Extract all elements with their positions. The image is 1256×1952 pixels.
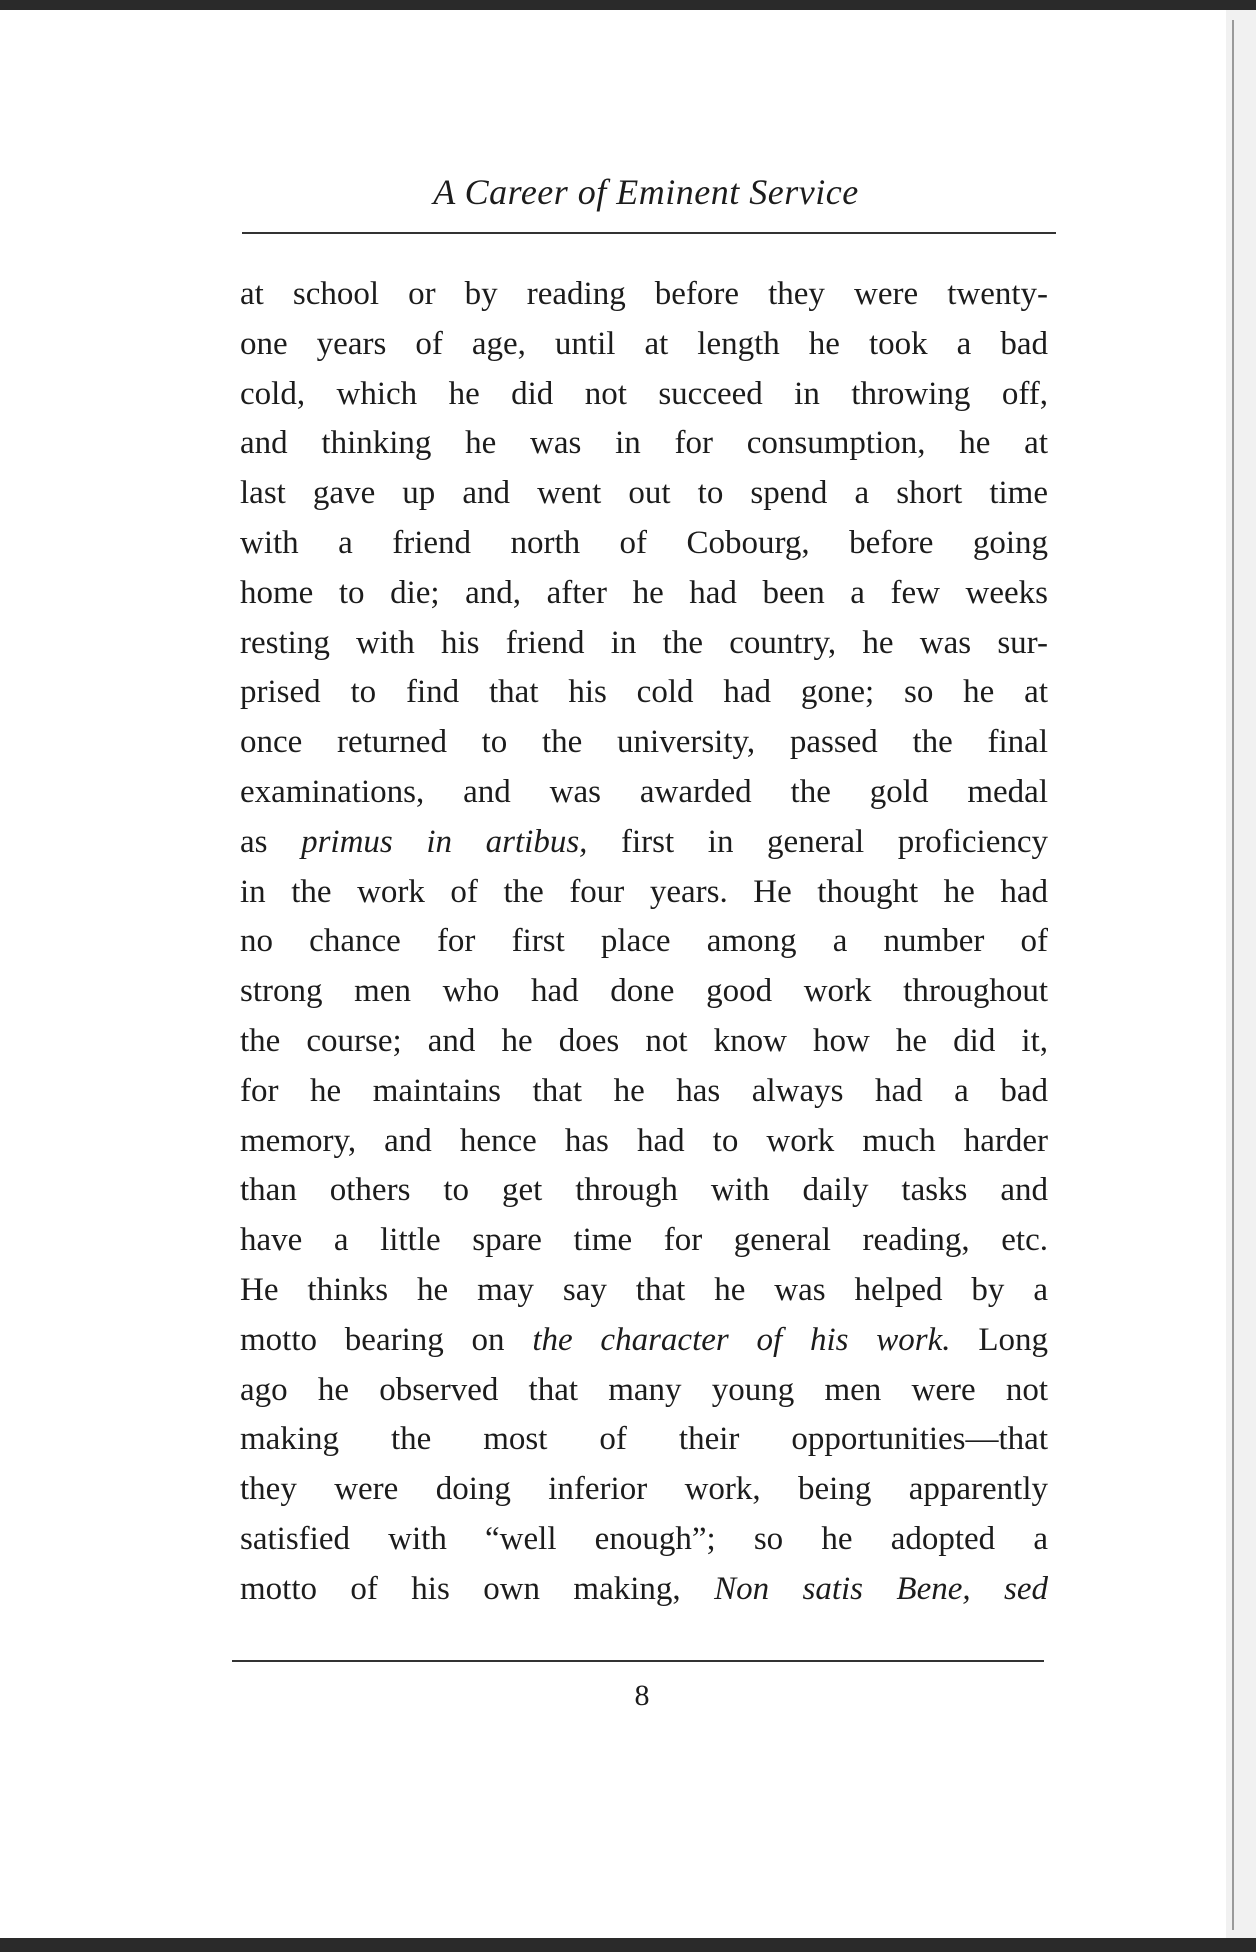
scan-bottom-edge <box>0 1938 1256 1952</box>
text-run: at school or by reading before they were twenty- <box>240 276 1048 312</box>
text-run: memory, and hence has had to work much harder <box>240 1122 1048 1159</box>
scan-right-rule <box>1232 20 1234 1930</box>
text-run: last gave up and went out to spend a short time <box>240 475 1048 512</box>
text-line <box>240 1117 1048 1167</box>
text-run: examinations, and was awarded the gold medal <box>240 773 1048 810</box>
text-run: motto bearing on <box>240 1321 533 1358</box>
text-line <box>240 1067 1048 1117</box>
text-run: home to die; and, after he had been a few weeks <box>240 574 1048 611</box>
text-line <box>240 718 1048 768</box>
text-run: no chance for first place among a number of <box>240 923 1048 960</box>
text-run: prised to find that his cold had gone; so he at <box>240 674 1048 711</box>
foot-rule <box>232 1660 1044 1662</box>
text-line <box>240 1266 1048 1316</box>
text-line <box>240 320 1048 370</box>
text-line <box>240 1216 1048 1266</box>
text-line <box>240 917 1048 967</box>
text-run: resting with his friend in the country, he was sur- <box>240 624 1048 661</box>
text-run: motto of his own making, <box>240 1570 715 1607</box>
text-line <box>240 1017 1048 1067</box>
text-line <box>240 1316 1048 1366</box>
text-line <box>240 569 1048 619</box>
italic-text: primus in artibus, <box>301 823 588 860</box>
text-line <box>240 1366 1048 1416</box>
text-run: have a little spare time for general reading, etc. <box>240 1222 1048 1259</box>
text-run: He thinks he may say that he was helped by a <box>240 1271 1048 1308</box>
text-run: the course; and he does not know how he did it, <box>240 1022 1048 1059</box>
text-line <box>240 370 1048 420</box>
text-run: making the most of their opportunities—that <box>240 1421 1048 1458</box>
text-line <box>240 519 1048 569</box>
text-run: and thinking he was in for consumption, he at <box>240 425 1048 462</box>
text-run: first in general proficiency <box>587 823 1048 860</box>
text-line <box>240 419 1048 469</box>
text-run: satisfied with “well enough”; so he adopted a <box>240 1520 1048 1557</box>
text-run: cold, which he did not succeed in throwing off, <box>240 375 1048 412</box>
text-line <box>240 1565 1048 1615</box>
text-line <box>240 768 1048 818</box>
text-run: strong men who had done good work throughout <box>240 973 1048 1010</box>
text-line <box>240 1515 1048 1565</box>
text-line <box>240 270 1048 320</box>
italic-text: the character of his work. <box>532 1321 951 1358</box>
text-run: they were doing inferior work, being apparently <box>240 1471 1048 1508</box>
text-line <box>240 1415 1048 1465</box>
text-line <box>240 619 1048 669</box>
italic-text: Non satis Bene, sed <box>714 1570 1048 1607</box>
body-text <box>240 270 1048 1615</box>
text-run: as <box>240 823 302 860</box>
text-line <box>240 967 1048 1017</box>
text-run: ago he observed that many young men were not <box>240 1371 1048 1408</box>
head-rule <box>242 232 1056 234</box>
scan-top-edge <box>0 0 1256 10</box>
text-run: than others to get through with daily tasks and <box>240 1172 1048 1209</box>
text-line <box>240 469 1048 519</box>
text-line <box>240 1465 1048 1515</box>
running-head: A Career of Eminent Service <box>433 172 859 212</box>
text-run: once returned to the university, passed the final <box>240 724 1048 761</box>
text-run: with a friend north of Cobourg, before going <box>240 524 1048 561</box>
text-run: in the work of the four years. He thought he had <box>240 873 1048 910</box>
page-number: 8 <box>634 1679 650 1712</box>
text-run: for he maintains that he has always had a bad <box>240 1072 1048 1109</box>
text-line <box>240 818 1048 868</box>
text-run: Long <box>950 1321 1048 1358</box>
text-line <box>240 868 1048 918</box>
text-line <box>240 668 1048 718</box>
text-run: one years of age, until at length he took a bad <box>240 325 1048 362</box>
text-line <box>240 1166 1048 1216</box>
scan-right-strip <box>1226 10 1256 1938</box>
